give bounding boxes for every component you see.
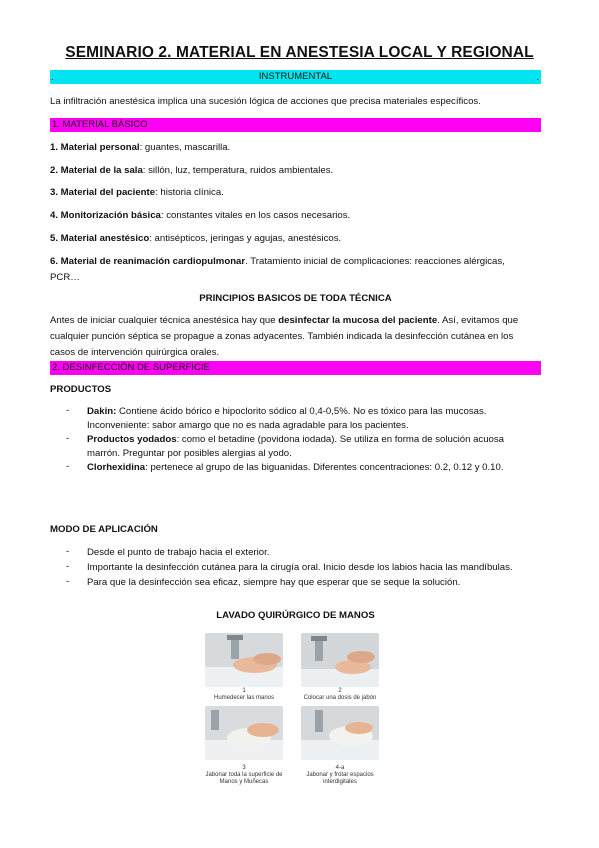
principios-heading: PRINCIPIOS BASICOS DE TODA TÉCNICA [199, 293, 392, 304]
photo-caption: 4-a Jabonar y frotar espacios interdigitales [306, 765, 374, 785]
section-1-bar [50, 118, 541, 132]
handwash-photo-4 [301, 706, 379, 760]
list-item: 1. Material personal: guantes, mascarilla. [50, 142, 231, 153]
bar-dot: . [51, 72, 54, 83]
list-item: Dakin: Contiene ácido bórico e hipoclorito sódico al 0,4-0,5%. No es tóxico para las mucosas. Inconveniente: sabor amargo que no es nada agradable para los pacientes. [87, 406, 487, 431]
list-item: Para que la desinfección sea eficaz, siempre hay que esperar que se seque la solución. [87, 577, 461, 588]
bullet: - [66, 561, 70, 572]
bullet: - [66, 546, 70, 557]
bullet: - [66, 461, 70, 472]
instrumental-label: INSTRUMENTAL [258, 71, 333, 82]
bullet: - [66, 405, 70, 416]
photo-caption: 1 Humedecer las manos [213, 688, 275, 701]
bar-dot: . [536, 72, 539, 83]
productos-heading: PRODUCTOS [50, 384, 112, 395]
list-item: 5. Material anestésico: antisépticos, jeringas y agujas, anestésicos. [50, 233, 342, 244]
intro-paragraph: La infiltración anestésica implica una sucesión lógica de acciones que precisa materiales específicos. [50, 96, 481, 107]
list-item: 3. Material del paciente: historia clínica. [50, 187, 224, 198]
principios-paragraph: Antes de iniciar cualquier técnica anestésica hay que desinfectar la mucosa del paciente. Así, evitamos que cualquier punción séptica se propague a zonas adyacentes. También indicada la desinfección cutánea en los casos de intervención quirúrgica orales. [50, 315, 519, 358]
list-item: 6. Material de reanimación cardiopulmonar. Tratamiento inicial de complicaciones: reacciones alérgicas, [50, 256, 505, 267]
list-item: Importante la desinfección cutánea para la cirugía oral. Inicio desde los labios hacia las mandíbulas. [87, 562, 513, 573]
list-item: 2. Material de la sala: sillón, luz, temperatura, ruidos ambientales. [50, 165, 334, 176]
section-2-bar [50, 361, 541, 375]
list-item: Desde el punto de trabajo hacia el exterior. [87, 547, 270, 558]
list-item: Productos yodados: como el betadine (povidona iodada). Se utiliza en forma de solución acuosa marrón. Preguntar por posibles alergias al yodo. [87, 434, 505, 459]
section-1-label: 1. MATERIAL BÁSICO [52, 119, 148, 130]
page-title: SEMINARIO 2. MATERIAL EN ANESTESIA LOCAL Y REGIONAL [65, 44, 534, 61]
list-item: 4. Monitorización básica: constantes vitales en los casos necesarios. [50, 210, 351, 221]
bullet: - [66, 576, 70, 587]
lavado-heading: LAVADO QUIRÚRGICO DE MANOS [216, 610, 375, 621]
bullet: - [66, 433, 70, 444]
instrumental-bar [50, 70, 541, 84]
handwash-photo-3 [205, 706, 283, 760]
modo-heading: MODO DE APLICACIÓN [50, 524, 158, 535]
handwash-photo-1 [205, 633, 283, 687]
list-item: Clorhexidina: pertenece al grupo de las biguanidas. Diferentes concentraciones: 0.2, 0.12 y 0.10. [87, 462, 504, 473]
section-2-label: 2. DESINFECCIÓN DE SUPERFICIE [52, 362, 210, 373]
handwash-photo-2 [301, 633, 379, 687]
photo-caption: 3 Jabonar toda la superficie de Manos y Muñecas [205, 765, 283, 785]
list-item-continuation: PCR… [50, 272, 80, 283]
bar-dot: . [536, 363, 539, 374]
photo-caption: 2 Colocar una dosis de jabón [303, 688, 377, 701]
